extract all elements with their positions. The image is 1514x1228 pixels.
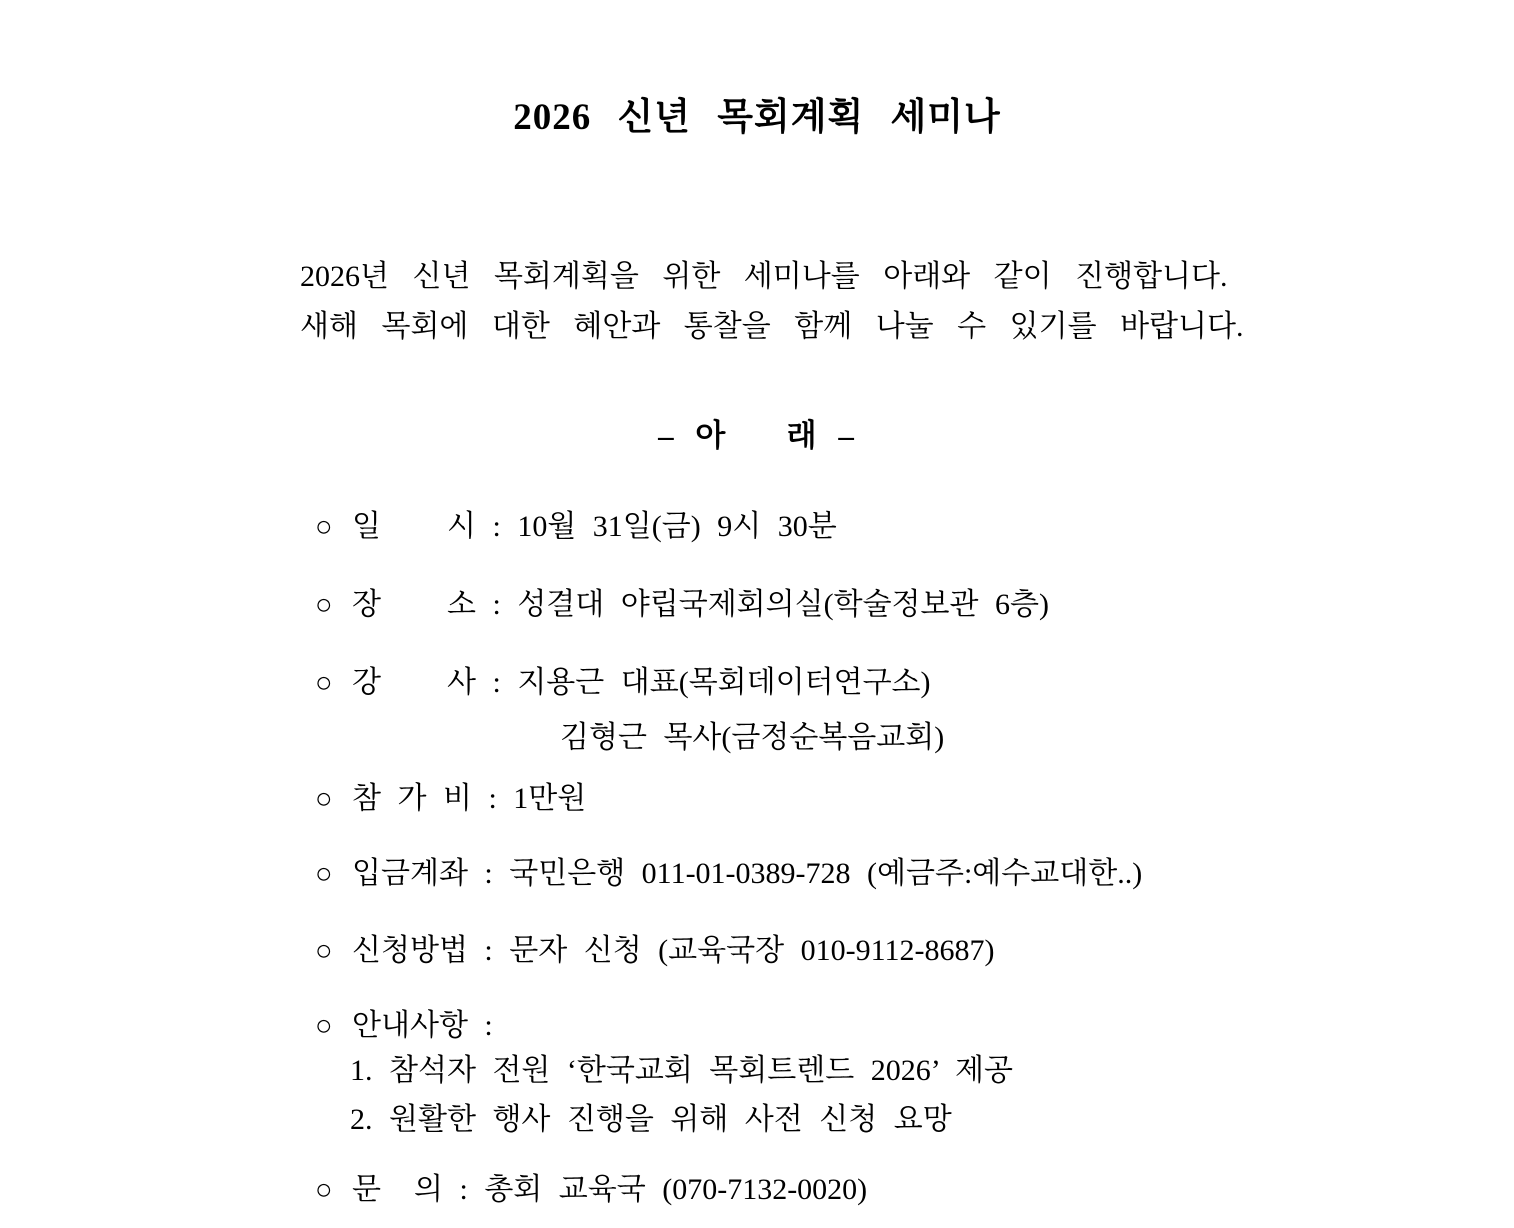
list-item-bank-account: [315, 856, 1514, 892]
item-label: 일 시: [352, 510, 476, 543]
info-list: [315, 509, 1514, 1208]
item-label: 안내사항: [352, 1009, 468, 1042]
sub-item-text: 1. 참석자 전원 ‘한국교회 목회트렌드 2026’ 제공: [350, 1054, 1013, 1087]
item-label: 입금계좌: [352, 857, 468, 890]
list-item-place: [315, 587, 1514, 623]
page-title: 2026 신년 목회계획 세미나: [513, 97, 1001, 138]
item-colon: :: [475, 666, 518, 699]
item-value: 총회 교육국 (070-7132-0020): [484, 1173, 868, 1206]
item-label: 장 소: [352, 588, 476, 621]
item-label: 참 가 비: [352, 782, 472, 815]
intro-line-2: 새해 목회에 대한 혜안과 통찰을 함께 나눌 수 있기를 바랍니다.: [300, 310, 1244, 343]
list-item-contact: [315, 1172, 1514, 1208]
item-value: 성결대 야립국제회의실(학술정보관 6층): [517, 588, 1049, 621]
circle-bullet-icon: ○: [315, 783, 333, 815]
list-item-date: [315, 509, 1514, 545]
item-colon: :: [475, 588, 518, 621]
circle-bullet-icon: ○: [315, 511, 333, 543]
item-colon: :: [471, 782, 514, 815]
list-item-notes: [315, 1008, 1514, 1044]
item-colon: :: [467, 934, 510, 967]
sub-item-text: 2. 원활한 행사 진행을 위해 사전 신청 요망: [350, 1103, 952, 1136]
item-colon: :: [467, 857, 510, 890]
list-item-application: [315, 933, 1514, 969]
continuation-line: 김형근 목사(금정순복음교회): [560, 721, 945, 754]
item-value: 10월 31일(금) 9시 30분: [517, 510, 837, 543]
circle-bullet-icon: ○: [315, 667, 333, 699]
circle-bullet-icon: ○: [315, 589, 333, 621]
circle-bullet-icon: ○: [315, 1010, 333, 1042]
item-label: 강 사: [352, 666, 476, 699]
item-colon: :: [467, 1009, 510, 1042]
list-item-speaker: [315, 665, 1514, 701]
circle-bullet-icon: ○: [315, 935, 333, 967]
item-colon: :: [475, 510, 518, 543]
intro-line-1: 2026년 신년 목회계획을 위한 세미나를 아래와 같이 진행합니다.: [300, 260, 1228, 293]
item-colon: :: [442, 1173, 485, 1206]
list-item-fee: [315, 781, 1514, 817]
item-label: 신청방법: [352, 934, 468, 967]
note-sub-item-2: [315, 1102, 1514, 1138]
intro-paragraph: [300, 252, 1314, 352]
item-value: 문자 신청 (교육국장 010-9112-8687): [509, 934, 995, 967]
section-divider: – 아 래 –: [658, 418, 856, 453]
circle-bullet-icon: ○: [315, 858, 333, 890]
item-value: 1만원: [513, 782, 587, 815]
item-label: 문 의: [352, 1173, 443, 1206]
note-sub-item-1: [315, 1053, 1514, 1089]
item-value: 국민은행 011-01-0389-728 (예금주:예수교대한..): [509, 857, 1143, 890]
list-item-speaker-continuation: [315, 720, 1514, 756]
circle-bullet-icon: ○: [315, 1174, 333, 1206]
item-value: 지용근 대표(목회데이터연구소): [517, 666, 931, 699]
